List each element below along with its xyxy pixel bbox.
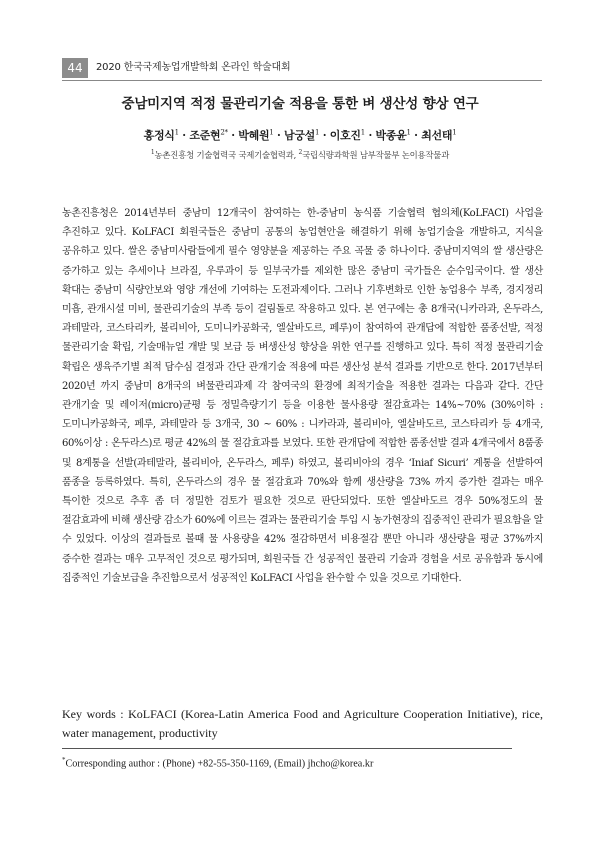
abstract-text: 농촌진흥청은 2014년부터 중남미 12개국이 참여하는 한-중남미 농식품 기술협력 협의체(KoLFACI) 사업을 추진하고 있다. KoLFACI 회원국들은 중남미 공통의 농업현안을 해결하기 위해 농업기술을 개발하고, 지식을 공유하고 있다. 쌀은 중남미사람들에게 필수 영양분을 제공하는 주요 곡물 중 하나이다. 중남미지역의 쌀 생산량은 증가하고 있는 추세이나 브라질, 우루과이 등 일부국가를 제외한 많은 중남미 국가들은 순수입국이다. 쌀 생산 확대는 중남미 식량안보와 영양 개선에 기여하는 도전과제이다. 그러나 기후변화로 인한 농업용수 부족, 경지정리 미흡, 관개시설 미비, 물관리기술의 부족 등이 걸림돌로 작용하고 있다. 본 연구에는 총 8개국(니카라과, 온두라스, 과테말라, 코스타리카, 볼리비아, 도미니카공화국, 엘살바도르, 페루)이 참여하여 관개답에 적합한 품종선발, 적정 물관리기술 확립, 기술매뉴얼 개발 및 보급 등 벼생산성 향상을 위한 연구를 진행하고 있다. 특히 적정 물관리기술 확립은 생육주기별 최적 담수심 결정과 간단 관개기술 적용에 따른 생산성 분석 결과를 기반으로 한다. 2017년부터 2020년 까지 중남미 8개국의 벼물관리과제 각 참여국의 환경에 최적기술을 적용한 결과는 다음과 같다. 간단 관개기술 및 레이저(micro)균평 등 정밀측량기기 등을 이용한 물사용량 절감효과는 14%~70% (30%이하 : 도미니카공화국, 페루, 과테말라 등 3개국, 30 ~ 60% : 니카라과, 볼리비아, 엘살바도르, 코스타리카 등 4개국, 60%이상 : 온두라스)로 평균 42%의 물 절감효과를 보였다. 또한 관개답에 적합한 품종선발 결과 4개국에서 8품종 및 8계통을 선발(과테말라, 볼리비아, 온두라스, 페루) 하였고, 볼리비아의 경우 ‘Iniaf Sicuri’ 계통을 선발하여 품종을 등록하였다. 특히, 온두라스의 경우 물 절감효과 70%와 함께 생산량을 73% 까지 증가한 결과는 매우 특이한 것으로 추후 좀 더 정밀한 검토가 필요한 것으로 판단되었다. 또한 엘살바도르 경우 50%정도의 물 절감효과에 비해 생산량 감소가 60%에 이르는 결과는 물관리기술 투입 시 농가현장의 집중적인 관리가 필요함을 알 수 있었다. 이상의 결과들로 볼때 물 사용량을 42% 절감하면서 비용절감 뿐만 아니라 생산량을 평균 37%까지 증수한 결과는 매우 고무적인 것으로 평가되며, 회원국들 간 성공적인 물관리 기술과 경험을 서로 공유함과 동시에 집중적인 기술보급을 추진함으로서 성공적인 KoLFACI 사업을 완수할 수 있을 것으로 기대한다. xyxy=(62,208,543,584)
author: 최선태$^1$ xyxy=(421,128,457,142)
corresponding-author-footnote: *Corresponding author : (Phone) +82-55-350-1169, (Email) jhcho@korea.kr xyxy=(62,756,374,770)
author-separator: · xyxy=(368,129,372,142)
author-separator: · xyxy=(322,129,327,142)
author-separator: · xyxy=(414,129,418,142)
author: 이호진$^1$ xyxy=(329,128,365,142)
conference-name: 2020 한국국제농업개발학회 온라인 학술대회 xyxy=(96,62,291,73)
page-header xyxy=(62,58,562,80)
page-number: 44 xyxy=(62,58,88,78)
author: 박혜원$^1$ xyxy=(238,128,274,142)
author-list xyxy=(0,127,600,143)
header-divider xyxy=(62,80,542,81)
author: 남궁설$^1$ xyxy=(284,128,320,142)
author-separator: · xyxy=(276,129,281,142)
author: 조준현$^{2*}$ xyxy=(189,128,228,142)
author-separator: · xyxy=(182,129,186,142)
affiliations: $^1$농촌진흥청 기술협력국 국제기술협력과, $^2$국립식량과학원 남부작물부 논이용작물과 xyxy=(150,149,450,160)
footnote-divider xyxy=(62,748,512,749)
paper-title: 중남미지역 적정 물관리기술 적용을 통한 벼 생산성 향상 연구 xyxy=(121,96,479,112)
keywords: Key words : KoLFACI (Korea-Latin America Food and Agriculture Cooperation Initiative), rice, water management, productivity xyxy=(62,707,543,740)
author: 홍정식$^1$ xyxy=(143,128,179,142)
author-separator: · xyxy=(231,129,235,142)
author: 박종윤$^1$ xyxy=(375,128,411,142)
